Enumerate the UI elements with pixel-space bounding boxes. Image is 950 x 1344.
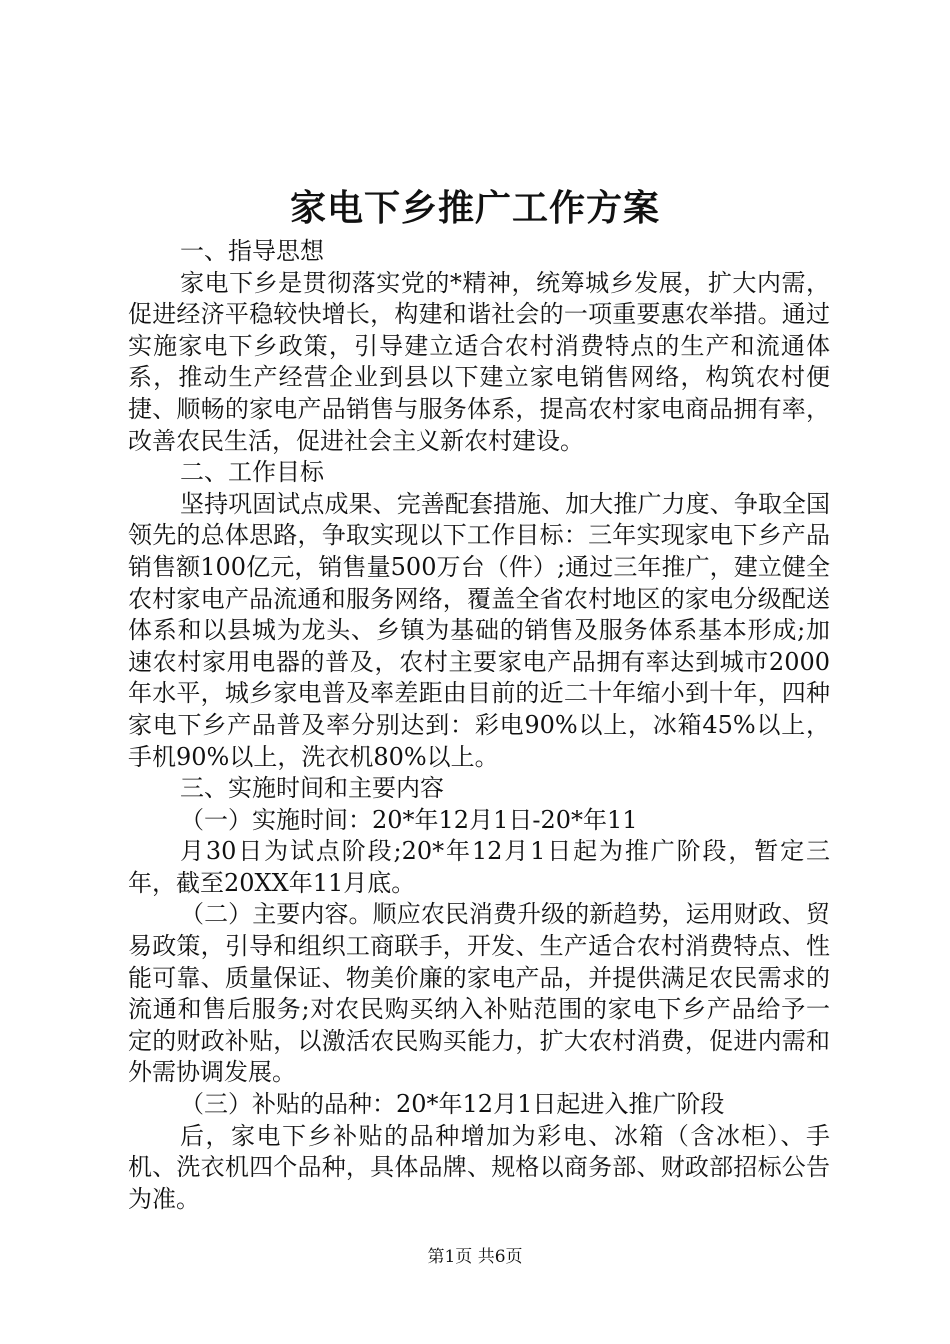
section-heading-guiding-thought: 一、指导思想 bbox=[180, 237, 324, 265]
paragraph-implementation-time-cont: 月30日为试点阶段;20*年12月1日起为推广阶段，暂定三年，截至20XX年11月底。 bbox=[128, 837, 830, 897]
paragraph-subsidy-varieties-cont: 后，家电下乡补贴的品种增加为彩电、冰箱（含冰柜）、手机、洗衣机四个品种，具体品牌、规格以商务部、财政部招标公告为准。 bbox=[128, 1121, 830, 1213]
paragraph-work-goals: 坚持巩固试点成果、完善配套措施、加大推广力度、争取全国领先的总体思路，争取实现以下工作目标：三年实现家电下乡产品销售额100亿元，销售量500万台（件）;通过三年推广，建立健全农村家电产品流通和服务网络，覆盖全省农村地区的家电分级配送体系和以县城为龙头、乡镇为基础的销售及服务体系基本形成;加速农村家用电器的普及，农村主要家电产品拥有率达到城市2000年水平，城乡家电普及率差距由目前的近二十年缩小到十年，四种家电下乡产品普及率分别达到：彩电90%以上，冰箱45%以上，手机90%以上，洗衣机80%以上。 bbox=[128, 489, 830, 771]
section-heading-work-goals: 二、工作目标 bbox=[180, 458, 324, 487]
paragraph-guiding-thought: 家电下乡是贯彻落实党的*精神，统筹城乡发展，扩大内需，促进经济平稳较快增长，构建和谐社会的一项重要惠农举措。通过实施家电下乡政策，引导建立适合农村消费特点的生产和流通体系，推动生产经营企业到县以下建立家电销售网络，构筑农村便捷、顺畅的家电产品销售与服务体系，提高农村家电商品拥有率，改善农民生活，促进社会主义新农村建设。 bbox=[128, 268, 830, 455]
document-title: 家电下乡推广工作方案 bbox=[289, 187, 660, 229]
paragraph-subsidy-varieties: （三）补贴的品种：20*年12月1日起进入推广阶段 bbox=[180, 1090, 725, 1119]
paragraph-implementation-time: （一）实施时间：20*年12月1日-20*年11 bbox=[180, 805, 638, 834]
document-body bbox=[128, 236, 830, 1215]
page-footer: 第1页 共6页 bbox=[427, 1247, 523, 1267]
section-heading-implementation: 三、实施时间和主要内容 bbox=[180, 774, 444, 803]
paragraph-main-content: （二）主要内容。顺应农民消费升级的新趋势，运用财政、贸易政策，引导和组织工商联手，开发、生产适合农村消费特点、性能可靠、质量保证、物美价廉的家电产品，并提供满足农民需求的流通和售后服务;对农民购买纳入补贴范围的家电下乡产品给予一定的财政补贴，以激活农民购买能力，扩大农村消费，促进内需和外需协调发展。 bbox=[128, 900, 830, 1087]
